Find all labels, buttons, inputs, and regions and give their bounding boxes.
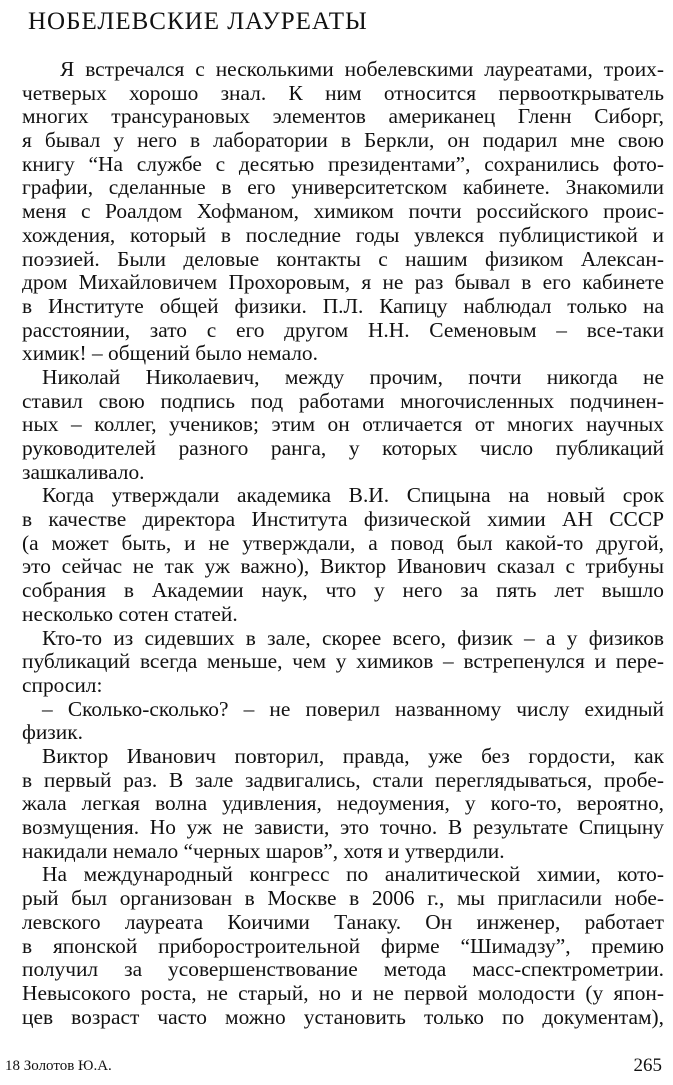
text-line: рый был организован в Москве в 2006 г., мы пригласили нобе- [22, 887, 664, 911]
text-line: книгу “На службе с десятью президентами”, сохранились фото- [22, 152, 664, 176]
text-line: физик. [22, 720, 83, 745]
text-line: в первый раз. В зале задвигались, стали переглядываться, пробе- [22, 768, 664, 792]
text-line: На международный конгресс по аналитической химии, кото- [42, 863, 664, 887]
page-number: 265 [633, 1055, 662, 1076]
body-text [22, 58, 664, 1029]
text-line: четверых хорошо знал. К ним относится первооткрыватель [22, 81, 664, 105]
text-line: хождения, который в последние годы увлекся публицистикой и [22, 223, 664, 247]
text-line: графии, сделанные в его университетском кабинете. Знакомили [22, 176, 664, 200]
paragraph-7 [22, 863, 664, 1029]
text-line: в японской приборостроительной фирме “Шимадзу”, премию [22, 934, 664, 958]
text-line: расстоянии, зато с его другом Н.Н. Семеновым – все-таки [22, 318, 664, 342]
text-line: Кто-то из сидевших в зале, скорее всего, физик – а у физиков [42, 626, 664, 650]
text-line: поэзией. Были деловые контакты с нашим физиком Алексан- [22, 247, 664, 271]
text-line: многих трансурановых элементов американец Гленн Сиборг, [22, 105, 664, 129]
text-line: несколько сотен статей. [22, 601, 238, 626]
paragraph-3 [22, 484, 664, 626]
text-line: – Сколько-сколько? – не поверил названному числу ехидный [42, 697, 664, 721]
paragraph-2 [22, 366, 664, 484]
text-line: жала легкая волна удивления, недоумения, у кого-то, вероятно, [22, 792, 664, 816]
text-line: спросил: [22, 672, 103, 697]
text-line: ставил свою подпись под работами многочисленных подчинен- [22, 389, 664, 413]
text-line: (а может быть, и не утверждали, а повод был какой-то другой, [22, 531, 664, 555]
text-line: левского лауреата Коичими Танаку. Он инженер, работает [22, 910, 664, 934]
text-line: Невысокого роста, не старый, но и не первой молодости (у япон- [22, 981, 664, 1005]
paragraph-4 [22, 627, 664, 698]
text-line: Виктор Иванович повторил, правда, уже без гордости, как [42, 745, 664, 769]
paragraph-1 [22, 58, 664, 366]
text-line: получил за усовершенствование метода масс-спектрометрии. [22, 958, 664, 982]
text-line: химик! – общений было немало. [22, 341, 318, 366]
text-line: Когда утверждали академика В.И. Спицына на новый срок [42, 484, 664, 508]
text-line: в качестве директора Института физической химии АН СССР [22, 508, 664, 532]
text-line: зашкаливало. [22, 459, 145, 484]
text-line: накидали немало “черных шаров”, хотя и утвердили. [22, 838, 505, 863]
footer-signature: 18 Золотов Ю.А. [5, 1058, 112, 1074]
text-line: публикаций всегда меньше, чем у химиков – встрепенулся и пере- [22, 650, 664, 674]
chapter-title: НОБЕЛЕВСКИЕ ЛАУРЕАТЫ [28, 8, 368, 35]
paragraph-5 [22, 698, 664, 745]
text-line: возмущения. Но уж не зависти, это точно. В результате Спицыну [22, 816, 664, 840]
text-line: цев возраст часто можно установить только по документам), [22, 1005, 664, 1029]
text-line: я бывал у него в лаборатории в Беркли, он подарил мне свою [22, 129, 664, 153]
text-line: в Институте общей физики. П.Л. Капицу наблюдал только на [22, 294, 664, 318]
text-line: меня с Роалдом Хофманом, химиком почти российского проис- [22, 200, 664, 224]
text-line: собрания в Академии наук, что у него за пять лет вышло [22, 579, 664, 603]
text-line: ных – коллег, учеников; этим он отличается от многих научных [22, 413, 664, 437]
text-line: дром Михайловичем Прохоровым, я не раз бывал в его кабинете [22, 271, 664, 295]
text-line: Николай Николаевич, между прочим, почти никогда не [42, 365, 664, 389]
paragraph-6 [22, 745, 664, 863]
text-line: руководителей разного ранга, у которых число публикаций [22, 437, 664, 461]
text-line: Я встречался с несколькими нобелевскими лауреатами, троих- [60, 58, 664, 81]
text-line: это сейчас не так уж важно), Виктор Иванович сказал с трибуны [22, 555, 664, 579]
